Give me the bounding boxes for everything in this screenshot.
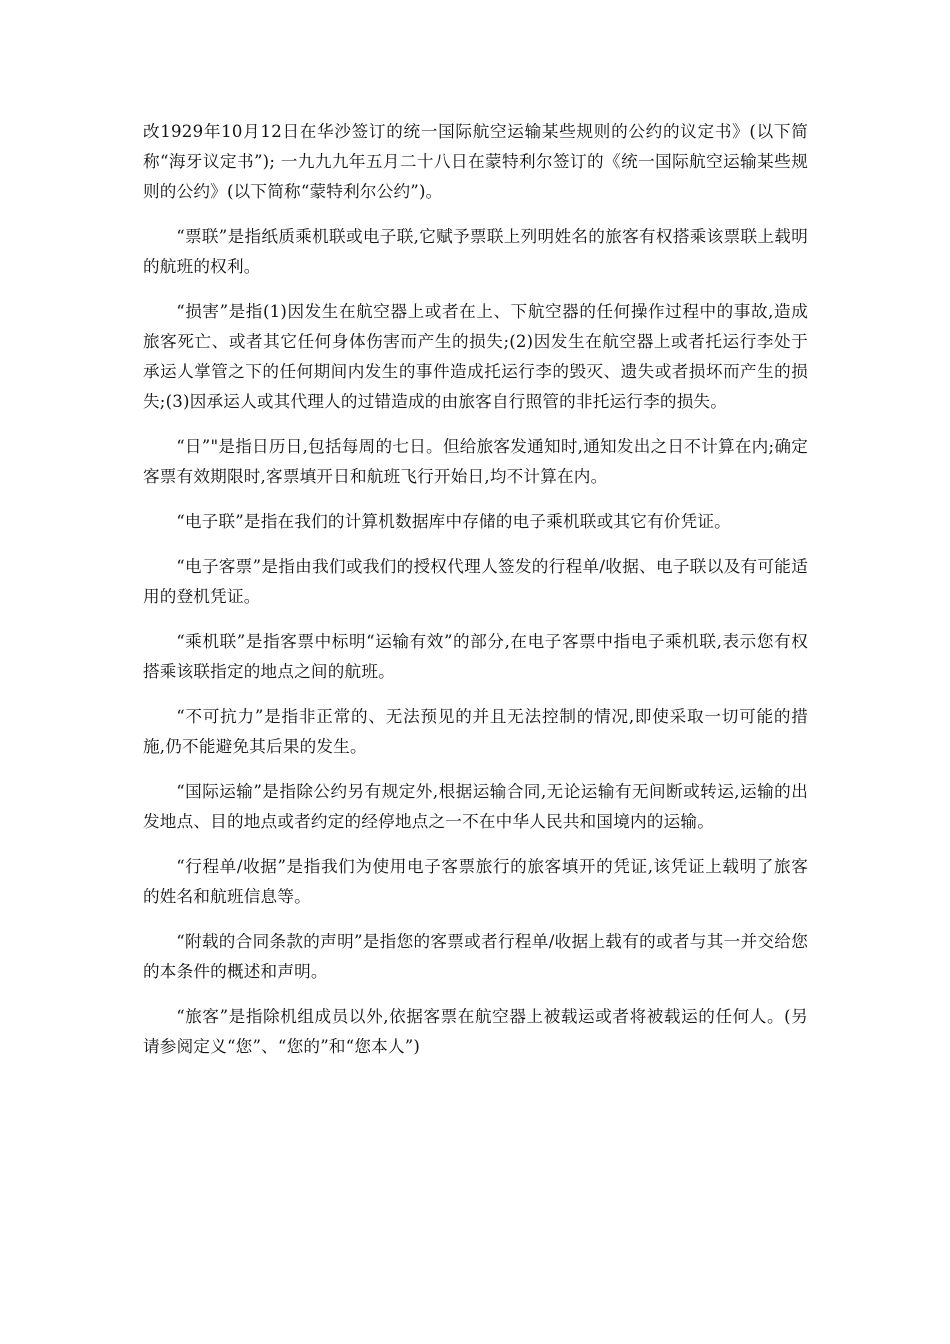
paragraph-definition-days: “日”"是指日历日,包括每周的七日。但给旅客发通知时,通知发出之日不计算在内;确定客票有效期限时,客票填开日和航班飞行开始日,均不计算在内。 xyxy=(143,437,808,486)
document-body xyxy=(143,117,808,1077)
paragraph-definition-passenger: “旅客”是指除机组成员以外,依据客票在航空器上被载运或者将被载运的任何人。(另请参阅定义“您”、“您的”和“您本人”) xyxy=(143,1007,808,1056)
paragraph-definition-notice: “附载的合同条款的声明”是指您的客票或者行程单/收据上载有的或者与其一并交给您的本条件的概述和声明。 xyxy=(143,932,808,981)
paragraph-hague-protocol: 改1929年10月12日在华沙签订的统一国际航空运输某些规则的公约的议定书》(以下简称“海牙议定书”); 一九九九年五月二十八日在蒙特利尔签订的《统一国际航空运输某些规则的公约》(以下简称“蒙特利尔公约”)。 xyxy=(143,122,808,201)
paragraph-definition-electronic-ticket: “电子客票”是指由我们或我们的授权代理人签发的行程单/收据、电子联以及有可能适用的登机凭证。 xyxy=(143,557,808,606)
paragraph-definition-flight-coupon: “乘机联”是指客票中标明“运输有效”的部分,在电子客票中指电子乘机联,表示您有权搭乘该联指定的地点之间的航班。 xyxy=(143,632,808,681)
paragraph-definition-force-majeure: “不可抗力”是指非正常的、无法预见的并且无法控制的情况,即使采取一切可能的措施,仍不能避免其后果的发生。 xyxy=(143,707,808,756)
paragraph-definition-coupon: “票联”是指纸质乘机联或电子联,它赋予票联上列明姓名的旅客有权搭乘该票联上载明的航班的权利。 xyxy=(143,227,808,276)
paragraph-definition-international-carriage: “国际运输”是指除公约另有规定外,根据运输合同,无论运输有无间断或转运,运输的出发地点、目的地点或者约定的经停地点之一不在中华人民共和国境内的运输。 xyxy=(143,782,808,831)
paragraph-definition-itinerary-receipt: “行程单/收据”是指我们为使用电子客票旅行的旅客填开的凭证,该凭证上载明了旅客的姓名和航班信息等。 xyxy=(143,857,808,906)
paragraph-definition-damage: “损害”是指(1)因发生在航空器上或者在上、下航空器的任何操作过程中的事故,造成旅客死亡、或者其它任何身体伤害而产生的损失;(2)因发生在航空器上或者托运行李处于承运人掌管之下的任何期间内发生的事件造成托运行李的毁灭、遗失或者损坏而产生的损失;(3)因承运人或其代理人的过错造成的由旅客自行照管的非托运行李的损失。 xyxy=(143,302,808,411)
paragraph-definition-electronic-coupon: “电子联”是指在我们的计算机数据库中存储的电子乘机联或其它有价凭证。 xyxy=(176,512,731,531)
